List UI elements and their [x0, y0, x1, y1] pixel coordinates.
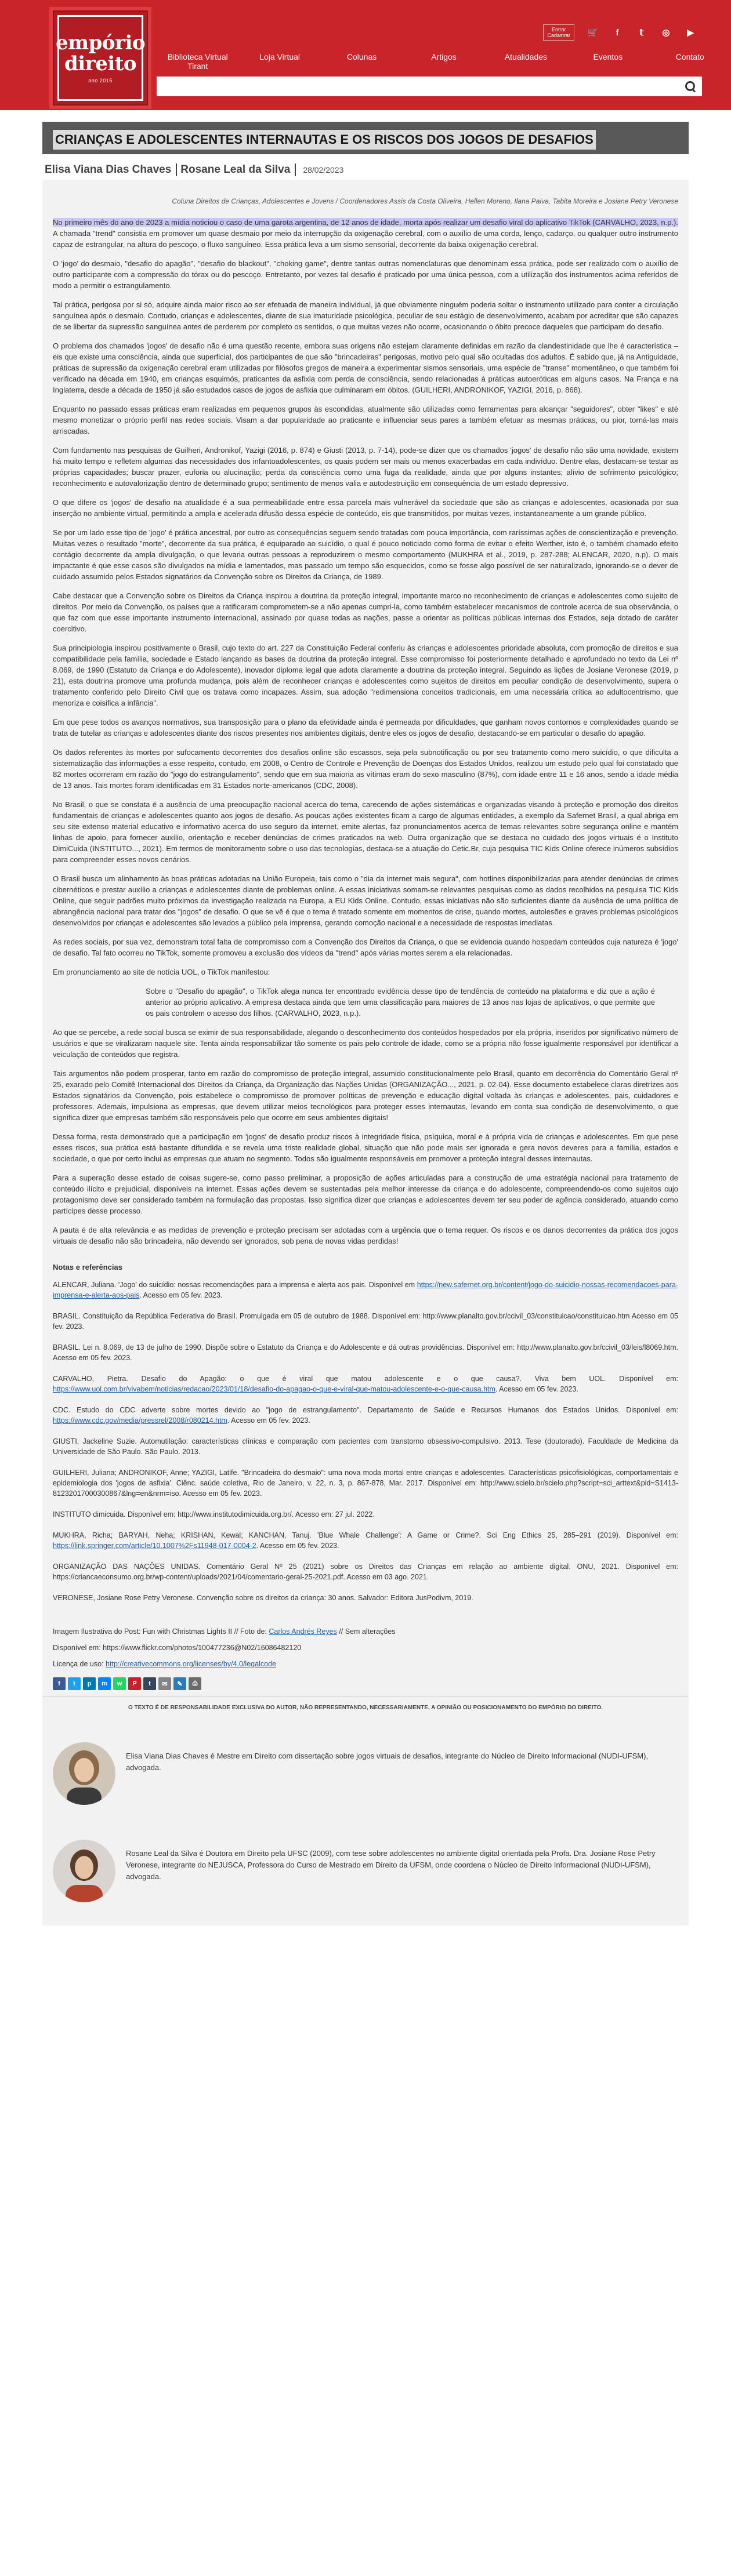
credit-image-tail: // Sem alterações	[336, 1627, 396, 1636]
author-2-photo	[53, 1840, 115, 1902]
nav-contato[interactable]: Contato	[675, 52, 704, 61]
reference-item	[53, 1342, 678, 1363]
paragraph: Cabe destacar que a Convenção sobre os Direitos da Criança inspirou a doutrina da proteção integral, importante marco no reconhecimento de crianças e adolescentes como sujeito de direitos. Por meio da Convenção, os países que a ratificaram comprometem-se a não apenas cumpri-la, como também estabelecer mecanismos de controle acerca de sua observância, o que faz com que esse importante instrumento internacional, assinado por quase todas as nações, passe a orientar as políticas públicas internas dos Estados, seja dotado de caráter coercitivo.	[53, 591, 678, 633]
reference-tail: . Acesso em 05 fev. 2023.	[139, 1291, 223, 1299]
article-title: CRIANÇAS E ADOLESCENTES INTERNAUTAS E OS RISCOS DOS JOGOS DE DESAFIOS	[53, 129, 596, 150]
block-quote: Sobre o "Desafio do apagão", o TikTok alega nunca ter encontrado evidência desse tipo de tendência de conteúdo na plataforma e diz que a ação é anterior ao próprio aplicativo. A empresa destaca ainda que tem uma classificação para maiores de 13 anos nas lojas de aplicativos, o que permite que os pais controlem o acesso dos filhos. (CARVALHO, 2023, n.p.).	[146, 987, 655, 1018]
reference-item	[53, 1436, 678, 1457]
reference-tail: . Acesso em 05 fev. 2023.	[227, 1416, 310, 1425]
highlight-text: No primeiro mês do ano de 2023 a mídia noticiou o caso de uma garota argentina, de 12 anos de idade, morta após realizar um desafio viral do aplicativo TikTok (CARVALHO, 2023, n.p.).	[53, 218, 678, 227]
reference-text: BRASIL. Lei n. 8.069, de 13 de julho de 1990. Dispõe sobre o Estatuto da Criança e do Adolescente e dá outras providências. Disponível em: http://www.planalto.gov.br/ccivil_03/leis/l8069.htm. Acesso em 05 fev. 2023.	[53, 1343, 678, 1362]
title-block	[42, 122, 689, 154]
nav-artigos[interactable]: Artigos	[431, 52, 457, 61]
share-facebook-icon[interactable]: f	[53, 1677, 66, 1690]
reference-item	[53, 1311, 678, 1332]
reference-link[interactable]: https://new.safernet.org.br/content/jogo-do-suicidio-nossas-recomendacoes-para-imprensa-e-alerta-aos-pais	[53, 1281, 678, 1299]
author-bio-1	[53, 1719, 678, 1816]
paragraph: Tal prática, perigosa por si só, adquire ainda maior risco ao ser efetuada de maneira individual, já que obviamente ninguém poderia soltar o instrumento utilizado para conter a circulação sanguínea após o desmaio. Contudo, crianças e adolescentes, diante de sua imaturidade psicológica, peculiar de seu estágio de desenvolvimento, acabam por acreditar que são capazes de se libertar da supressão sanguínea antes de perderem por completo os sentidos, o que muitas vezes não ocorre, ocasionando o óbito precoce daqueles que participam do desafio.	[53, 300, 678, 331]
reference-item	[53, 1509, 678, 1520]
authors-row	[42, 154, 689, 180]
paragraph: O problema dos chamados 'jogos' de desafio não é uma questão recente, embora suas origens não estejam claramente definidas em razão da clandestinidade que lhe é característica – eis que existe uma consciência, ainda que superficial, dos participantes de que são "brincadeiras" perigosas, motivo pelo qual são ocultadas dos adultos. É sabido que, já na Antiguidade, práticas de supressão da oxigenação cerebral eram utilizadas por filósofos gregos de maneira a experimentar sismos sensoriais, uma espécie de "transe" momentâneo, o que também foi verificado na década em 1940, em crianças esquimós, praticantes da asfixia com perda de consciência, sendo relacionadas à práticas autoeróticas em alguns casos. Na França e na Inglaterra, desde a década de 1950 já são estudados casos de jogos de asfixia que culminaram em óbitos. (GUILHERI, ANDRONIKOF, YAZIGI, 2016, p. 868).	[53, 341, 678, 394]
paragraph: Em que pese todos os avanços normativos, sua transposição para o plano da efetividade ainda é permeada por dificuldades, que ganham novos contornos e complexidades quando se trata de tutelar as crianças e adolescentes diante dos riscos presentes nos ambientes digitais, dentre eles os jogos de desafio, destacando-se em particular o desafio do apagão.	[53, 718, 678, 737]
main-nav	[157, 52, 731, 71]
article	[42, 122, 689, 1925]
disclaimer: O TEXTO É DE RESPONSABILIDADE EXCLUSIVA DO AUTOR, NÃO REPRESENTANDO, NECESSARIAMENTE, A OPINIÃO OU POSICIONAMENTO DO EMPÓRIO DO DIREITO.	[42, 1696, 689, 1719]
header-icons	[543, 24, 696, 41]
reference-item	[53, 1374, 678, 1394]
reference-text: VERONESE, Josiane Rose Petry Veronese. Convenção sobre os direitos da criança: 30 anos. Salvador: Editora JusPodivm, 2019.	[53, 1594, 473, 1602]
paragraphs-group-1	[53, 258, 678, 978]
paragraph: Enquanto no passado essas práticas eram realizadas em pequenos grupos às escondidas, atualmente são utilizadas como ferramentas para alcançar "seguidores", obter "likes" e até mesmo monetizar o próprio perfil nas redes sociais. Visam a dar popularidade ao praticante e influenciar seus pares a também efetuar as mesmas práticas, ou pior, torná-las mais arriscadas.	[53, 405, 678, 435]
author-1-photo	[53, 1742, 115, 1805]
reference-text: ORGANIZAÇÃO DAS NAÇÕES UNIDAS. Comentário Geral Nº 25 (2021) sobre os Direitos das Crianças em relação ao ambiente digital. ONU, 2021. Disponível em: https://criancaeconsumo.org.br/wp-content/uploads/2021/04/comentario-geral-25-2021.pdf. Acesso em 03 ago. 2021.	[53, 1563, 678, 1581]
article-content	[42, 197, 689, 1914]
post-date: 28/02/2023	[303, 165, 344, 175]
references-title: Notas e referências	[53, 1263, 122, 1271]
credit-image-prefix: Imagem Ilustrativa do Post: Fun with Christmas Lights II // Foto de:	[53, 1627, 269, 1636]
reference-text: BRASIL. Constituição da República Federativa do Brasil. Promulgada em 05 de outubro de 1988. Disponível em: http://www.planalto.gov.br/ccivil_03/constituicao/constituicao.htm Acesso em 05 fev. 2023.	[53, 1312, 678, 1331]
reference-tail: . Acesso em 05 fev. 2023.	[256, 1542, 339, 1550]
share-linkedin-icon[interactable]: p	[83, 1677, 96, 1690]
paragraphs-group-2	[53, 1027, 678, 1247]
reference-link[interactable]: https://www.uol.com.br/vivabem/noticias/redacao/2023/01/18/desafio-do-apagao-o-que-e-viral-que-matou-adolescente-e-o-que-causa.htm	[53, 1385, 495, 1393]
reference-text: INSTITUTO dimicuida. Disponível em: http://www.institutodimicuida.org.br/. Acesso em: 27 jul. 2022.	[53, 1510, 375, 1518]
nav-colunas[interactable]: Colunas	[346, 52, 377, 61]
paragraph: Com fundamento nas pesquisas de Guilheri, Andronikof, Yazigi (2016, p. 874) e Giusti (2013, p. 7-14), pode-se dizer que os chamados 'jogos' de desafio não são uma novidade, existem há muito tempo e refletem algumas das necessidades dos infantoadolescentes, os quais podem ser mais ou menos exacerbadas em cada indivíduo. Dentre elas, destacam-se testar as próprias capacidades; buscar prazer, euforia ou alucinação; perda da consciência como uma fuga da realidade, ainda que por alguns instantes; alívio de sofrimento psicológico; reconhecimento e autovalorização dentro de determinado grupo; sentimento de menos valia e autodestruição em consequência de um estado depressivo.	[53, 446, 678, 488]
paragraph: Sua principiologia inspirou positivamente o Brasil, cujo texto do art. 227 da Constituição Federal conferiu às crianças e adolescentes prioridade absoluta, com promoção de direitos e sua compatibilidade pela família, sociedade e Estado lançando as bases da doutrina da proteção integral. Esse compromisso foi posteriormente detalhado e aprofundado no texto da Lei nº 8.069, de 1990 (Estatuto da Criança e do Adolescente), inovador diploma legal que adota claramente a doutrina da proteção integral. Seguindo as lições de Josiane Veronese (2019, p 21), esta doutrina promove uma profunda mudança, pois além de reconhecer crianças e adolescentes como sujeitos de direitos em peculiar condição de desenvolvimento, supera o tratamento conferido pelo Direito Civil que os tratava como incapazes. Assim, sua adoção "redimensiona conceitos tradicionais, em uma necessária crítica ao adultocentrismo, que menoriza e coisifica a infância".	[53, 644, 678, 707]
login-button[interactable]	[543, 24, 574, 41]
paragraph: No Brasil, o que se constata é a ausência de uma preocupação nacional acerca do tema, carecendo de ações sistemáticas e organizadas visando à proteção e promoção dos direitos fundamentais de crianças e adolescentes quanto aos jogos de desafio. As poucas ações existentes ficam a cargo de algumas entidades, a exemplo da Safernet Brasil, a qual abriga em seu site extenso material educativo e informativo acerca do uso seguro da internet, emite alertas, faz pronunciamentos acerca de temas relevantes sobre segurança online e mantém linhas de apoio, para fornecer auxílio, orientação e receber denúncias de crimes praticados na web. Outra organização que se destaca no cuidado dos jogos virtuais é o Instituto DimiCuida (INSTITUTO..., 2021). Em termos de monitoramento sobre o uso das tecnologias, destaca-se a atuação do Cetic.Br, cuja pesquisa TIC Kids Online oferece inúmeros subsídios para compreender esses novos cenários.	[53, 800, 678, 864]
search-bar	[157, 77, 702, 96]
nav-atualidades[interactable]: Atualidades	[504, 52, 547, 61]
credit-image	[53, 1626, 678, 1637]
credit-image-author[interactable]: Carlos Andrés Reyes	[269, 1627, 337, 1636]
register-label: Cadastrar	[547, 32, 570, 38]
twitter-icon[interactable]: 𝕥	[639, 28, 644, 38]
intro-rest: A chamada "trend" consistia em promover um quase desmaio por meio da interrupção da oxigenação cerebral, com o auxílio de uma corda, lenço, cadarço, ou qualquer outro instrumento capaz de estrangular, na altura do pescoço, o fluxo sanguíneo. Essa prática leva a um sismo sensorial, decorrente da baixa oxigenação cerebral.	[53, 229, 678, 249]
credit-license	[53, 1659, 678, 1669]
logo-word-top: empório	[55, 31, 146, 55]
paragraph: Se por um lado esse tipo de 'jogo' é prática ancestral, por outro as consequências seguem sendo tratadas com pouca importância, com raríssimas ações de conscientização e prevenção. Muitas vezes o resultado "morte", decorrente da sua prática, é equiparado ao suicídio, o qual é pouco noticiado como forma de evitar o efeito Werther, isto é, o também chamado efeito contágio decorrente da ampla divulgação, o que levaria outras pessoas a reproduzirem o mesmo comportamento (MUKHRA et al., 2019, p. 287-288; ALENCAR, 2020, n.p). O mais impactante é que esse casos são divulgados na mídia e lamentados, mas passado um tempo são esquecidos, como se fosse algo possível de ser naturalizado, ignorando-se o dever de cuidado assumido pelos Estados signatários da Convenção sobre os Direitos da Criança, de 1989.	[53, 528, 678, 581]
share-buttons	[53, 1677, 678, 1690]
author-2-bio: Rosane Leal da Silva é Doutora em Direito pela UFSC (2009), com tese sobre adolescentes no ambiente digital orientada pela Profa. Dra. Josiane Rose Petry Veronese, integrante do NEJUSCA, Professora do Curso de Mestrado em Direito da UFSM, onde coordena o Núcleo de Direito Informacional (NUDI-UFSM), advogada.	[126, 1849, 656, 1881]
reference-item	[53, 1530, 678, 1551]
paragraph: O 'jogo' do desmaio, "desafio do apagão", "desafio do blackout", "choking game", dentre tantas outras nomenclaturas que denominam essa prática, pode ser realizado com o auxílio de outro participante com a compressão do tórax ou do pescoço. Entretanto, por vezes tal desafio é praticado por uma única pessoa, com a utilização dos instrumentos acima referidos de modo a permitir o estrangulamento.	[53, 259, 678, 290]
reference-item	[53, 1280, 678, 1300]
paragraph: Os dados referentes às mortes por sufocamento decorrentes dos desafios online são escassos, seja pela subnotificação ou por seu tratamento como mero suicídio, o que dificulta a sistematização das informações a esse respeito, contudo, em 2008, o Centro de Controle e Prevenção de Doenças dos Estados Unidos, realizou um estudo pelo qual foi constatado que 82 mortes ocorreram em razão do "jogo do estrangulamento", sendo que em sua maioria as vítimas eram do sexo masculino (87%), com idade entre 11 e 16 anos, sendo a idade média de 13 anos. Tais mortes foram identificadas em 31 Estados norte-americanos (CDC, 2008).	[53, 748, 678, 790]
reference-link[interactable]: https://www.cdc.gov/media/pressrel/2008/r080214.htm	[53, 1416, 227, 1425]
author-2[interactable]: Rosane Leal da Silva	[180, 164, 296, 176]
share-twitter-icon[interactable]: t	[68, 1677, 81, 1690]
paragraph-intro	[53, 217, 678, 250]
share-tumblr-icon[interactable]: t	[143, 1677, 156, 1690]
paragraph: A pauta é de alta relevância e as medidas de prevenção e proteção precisam ser adotadas com a urgência que o tema requer. Os riscos e os danos decorrentes da prática dos jogos virtuais de desafio não são brincadeira, não devendo ser ignorados, sob pena de novas vidas perdidas!	[53, 1226, 678, 1245]
site-logo[interactable]	[49, 7, 151, 109]
youtube-icon[interactable]: ▶	[687, 28, 694, 38]
image-credits	[53, 1626, 678, 1669]
reference-text: GIUSTI, Jackeline Suzie. Automutilação: características clínicas e comparação com pacientes com transtorno obsessivo-compulsivo. 2013. Tese (doutorado). Faculdade de Medicina da Universidade de São Paulo. São Paulo. 2013.	[53, 1437, 678, 1456]
paragraph: Em pronunciamento ao site de notícia UOL, o TikTok manifestou:	[53, 968, 270, 976]
paragraph: As redes sociais, por sua vez, demonstram total falta de compromisso com a Convenção dos Direitos da Criança, o que se evidencia quando hospedam conteúdos cuja natureza é 'jogo' de desafio. Tal fato ocorreu no TikTok, somente promoveu a exclusão dos vídeos da "trend" após várias mortes serem a ela relacionadas.	[53, 938, 678, 957]
share-print-icon[interactable]: ⎙	[189, 1677, 201, 1690]
paragraph: Dessa forma, resta demonstrado que a participação em 'jogos' de desafio produz riscos à integridade física, psíquica, moral e à própria vida de crianças e adolescentes. Em que pese esses riscos, sua prática está bastante difundida e se revela uma triste realidade global, situação que não pode mais ser ignorada e gera novos deveres para a família, estados e sociedade, o que por certo inclui as empresas que atuam no segmento. Todos são igualmente responsáveis em promover a proteção integral desses internautas.	[53, 1132, 678, 1163]
author-1-bio: Elisa Viana Dias Chaves é Mestre em Direito com dissertação sobre jogos virtuais de desafios, integrante do Núcleo de Direito Informacional (NUDI-UFSM), advogada.	[126, 1752, 649, 1772]
reference-text: GUILHERI, Juliana; ANDRONIKOF, Anne; YAZIGI, Latife. "Brincadeira do desmaio": uma nova moda mortal entre crianças e adolescentes. Características psicofisiológicas, comportamentais e epidemiologia dos 'jogos de asfixia'. Ciênc. saúde coletiva, Rio de Janeiro, v. 22, n. 3, p. 867-878, Mar. 2017. Disponível em: http://www.scielo.br/scielo.php?script=sci_arttext&pid=S1413-81232017000300867&lng=en&nrm=iso. Acesso em 05 fev. 2023.	[53, 1469, 678, 1498]
facebook-icon[interactable]: f	[616, 27, 619, 38]
reference-text: MUKHRA, Richa; BARYAH, Neha; KRISHAN, Kewal; KANCHAN, Tanuj. 'Blue Whale Challenge': A Game or Crime?. Sci Eng Ethics 25, 285–291 (2019). Disponível em:	[53, 1531, 678, 1539]
author-1[interactable]: Elisa Viana Dias Chaves	[45, 164, 177, 176]
license-label: Licença de uso:	[53, 1660, 106, 1668]
references-list	[53, 1280, 678, 1603]
search-icon[interactable]	[685, 81, 696, 92]
license-link[interactable]: http://creativecommons.org/licenses/by/4.0/legalcode	[106, 1660, 276, 1668]
credit-available: Disponível em: https://www.flickr.com/photos/100477236@N02/16086482120	[53, 1644, 302, 1652]
reference-item	[53, 1561, 678, 1582]
share-pinterest-icon[interactable]: P	[128, 1677, 141, 1690]
footer-space	[0, 1925, 731, 1949]
reference-text: CARVALHO, Pietra. Desafio do Apagão: o que é viral que matou adolescente e o que causa?. Viva bem UOL. Disponível em:	[53, 1375, 678, 1383]
search-input[interactable]	[157, 77, 685, 96]
site-header	[0, 0, 731, 110]
share-messenger-icon[interactable]: m	[98, 1677, 111, 1690]
reference-link[interactable]: https://link.springer.com/article/10.1007%2Fs11948-017-0004-2	[53, 1542, 256, 1550]
share-edit-icon[interactable]: ✎	[173, 1677, 186, 1690]
nav-loja[interactable]: Loja Virtual	[259, 52, 301, 61]
reference-tail: . Acesso em 05 fev. 2023.	[495, 1385, 578, 1393]
reference-item	[53, 1467, 678, 1499]
share-whatsapp-icon[interactable]: w	[113, 1677, 126, 1690]
logo-frame	[55, 15, 146, 101]
paragraph: Para a superação desse estado de coisas sugere-se, como passo preliminar, a proposição de ações articuladas para a construção de uma estratégia nacional para tratamento de conteúdo ilícito e prejudicial, disponíveis na internet. Essas ações devem se sustentadas pela melhor interesse da criança e do adolescente, compreendendo-os como sujeitos cujo protagonismo deve ser considerado também na formulação das propostas. Isso significa dizer que crianças e adolescentes devem ter seu poder de agência considerado, atuando como partícipes desse processo.	[53, 1173, 678, 1215]
reference-item	[53, 1405, 678, 1426]
share-email-icon[interactable]: ✉	[158, 1677, 171, 1690]
paragraph: Tais argumentos não podem prosperar, tanto em razão do compromisso de proteção integral, assumido constitucionalmente pelo Brasil, quanto em decorrência do Comentário Geral nº 25, exarado pelo Comitê Internacional dos Direitos da Criança, da Organização das Nações Unidas (ORGANIZAÇÃO..., 2021, p. 02-04). Esse documento estabelece claras diretrizes aos Estados signatários da Convenção, pois estabelece o compromisso de promover políticas de prevenção e educação digital voltada às crianças e adolescentes, pais, cuidadores e professores. Ademais, impulsiona as empresas, que devem utilizar meios tecnológicos para proteger esses internautas, levando em conta sua condição de desenvolvimento, o que significa dizer que empresas também são responsáveis pelo que ocorre em seus ambientes digitais!	[53, 1069, 678, 1122]
nav-eventos[interactable]: Eventos	[593, 52, 623, 61]
logo-word-bottom: direito	[64, 52, 137, 75]
paragraph: O Brasil busca um alinhamento às boas práticas adotadas na União Europeia, tais como o "dia da internet mais segura", com hotlines disponibilizadas para atender denúncias de crimes cibernéticos e prestar auxílio a crianças e adolescentes diante de problemas online. A essas iniciativas somam-se relevantes pesquisas como as dados recolhidos na pesquisa TIC Kids Online, que seguir padrões muito próximos da investigação realizada na Europa, a EU Kids Online. Contudo, essas iniciativas não são suficientes diante da ausência de uma política de abrangência nacional para tratar dos "jogos" de desafio. O que se vê é que o tema é tratado somente em momentos de crise, quando mortes, autolesões e graves problemas psicológicos desenvolvidos por crianças e adolescentes são levados a público pela imprensa, gerando comoção nacional e a necessidade de respostas imediatas.	[53, 874, 678, 927]
cart-icon[interactable]: 🛒	[587, 28, 599, 38]
login-label: Entrar	[551, 27, 566, 32]
reference-text: CDC. Estudo do CDC adverte sobre mortes devido ao "jogo de estrangulamento". Departamento de Saúde e Recursos Humanos dos Estados Unidos. Disponível em:	[53, 1406, 678, 1414]
logo-subtitle: ano 2015	[88, 78, 113, 83]
nav-biblioteca[interactable]: Biblioteca Virtual Tirant	[167, 52, 228, 71]
reference-text: ALENCAR, Juliana. 'Jogo' do suicídio: nossas recomendações para a imprensa e alerta aos pais. Disponível em	[53, 1281, 417, 1289]
author-bio-2	[53, 1816, 678, 1914]
instagram-icon[interactable]: ◎	[662, 28, 670, 38]
column-coordinators: Coluna Direitos de Crianças, Adolescentes e Jovens / Coordenadores Assis da Costa Oliveira, Hellen Moreno, Ilana Paiva, Tabita Moreira e Josiane Petry Veronese	[172, 197, 678, 205]
paragraph: Ao que se percebe, a rede social busca se eximir de sua responsabilidade, alegando o desconhecimento dos conteúdos hospedados por ela própria, inseridos por significativo número de usuários e que se viralizaram naquele site. Tenta ainda responsabilizar tão somente os pais pelo controle de idade, como se a própria não fosse igualmente responsável por identificar a veiculação de conteúdos que registra.	[53, 1028, 678, 1059]
paragraph: O que difere os 'jogos' de desafio na atualidade é a sua permeabilidade entre essa parcela mais vulnerável da sociedade que são as crianças e adolescentes, ocasionada por sua inserção no ambiente virtual, permitindo a ampla e acelerada difusão dessa espécie de conteúdo, eis que transmitidos, por muitas vezes, instantaneamente a um grande público.	[53, 498, 678, 518]
reference-item	[53, 1593, 678, 1603]
